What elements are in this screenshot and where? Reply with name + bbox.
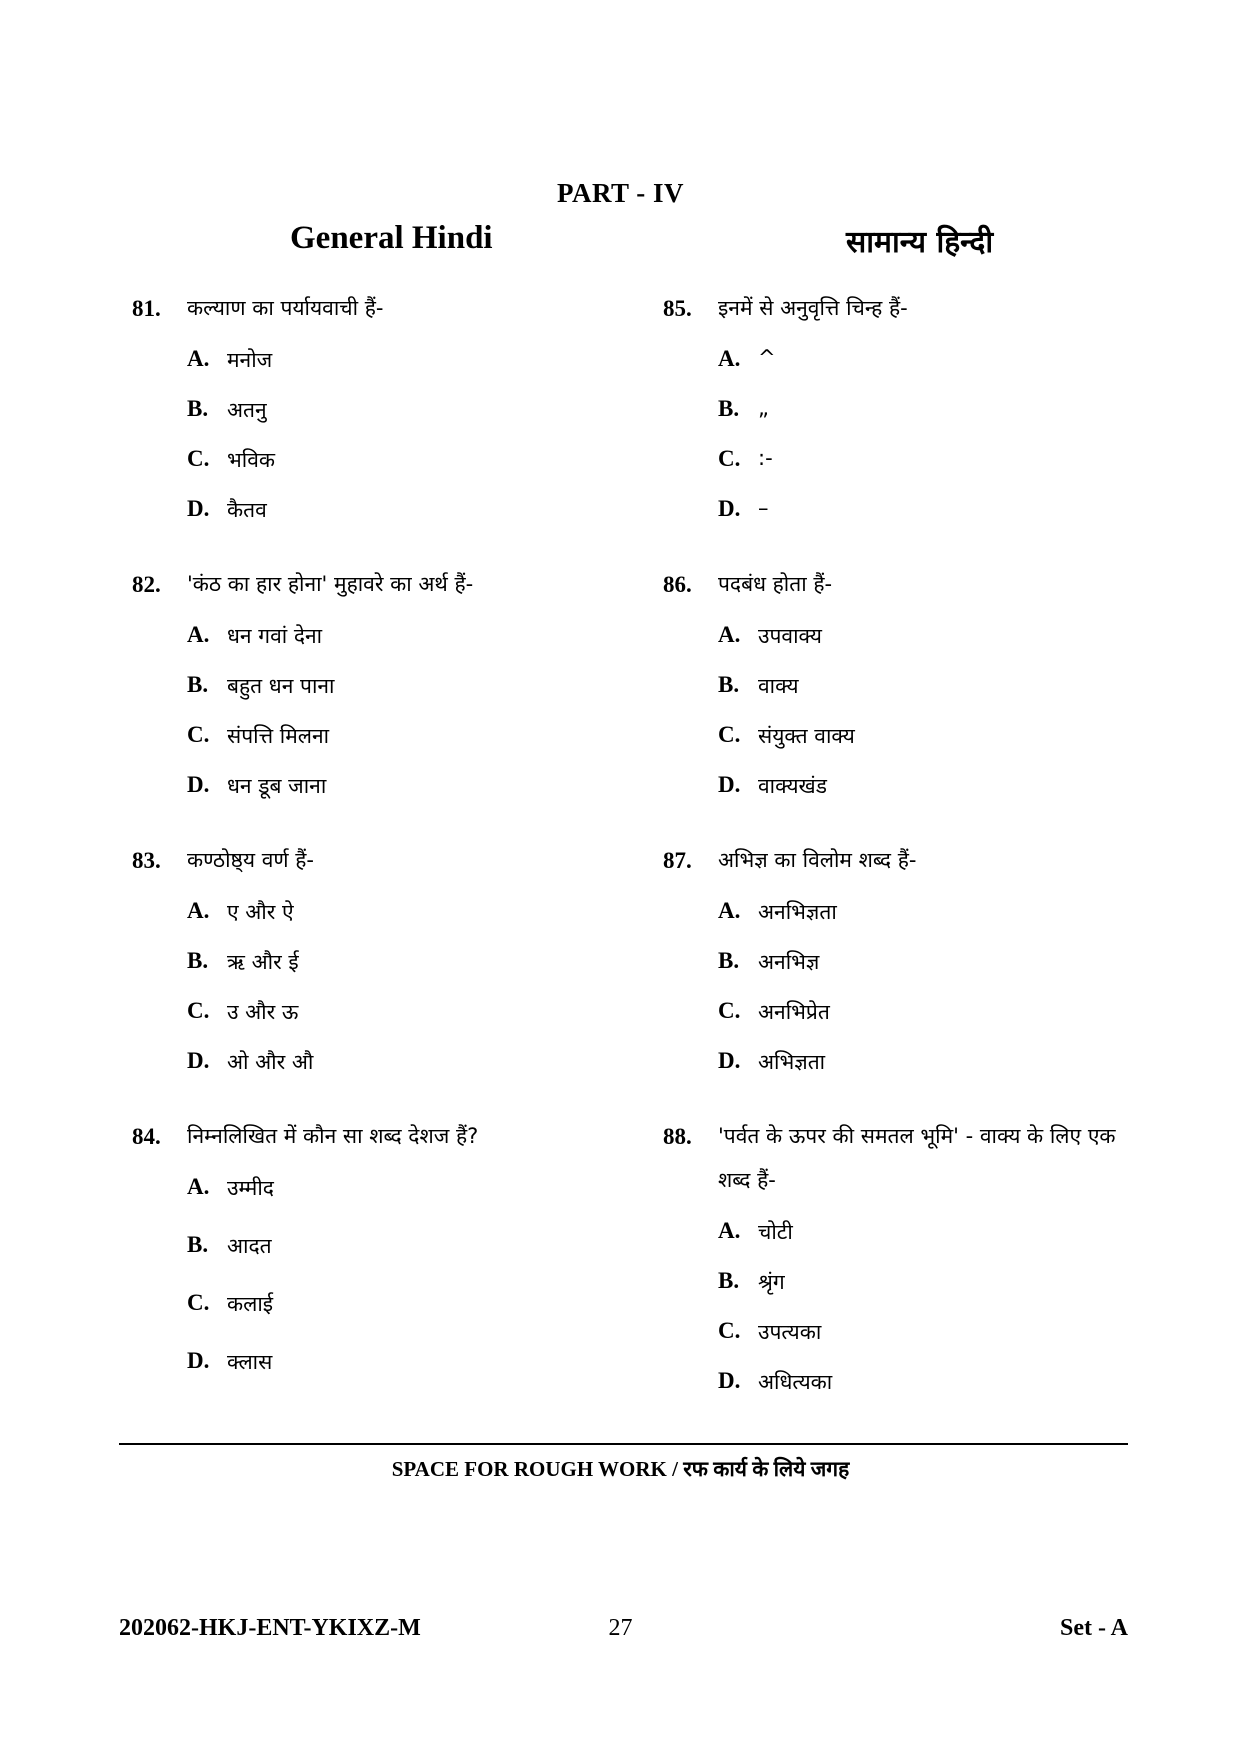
question-text: 'कंठ का हार होना' मुहावरे का अर्थ हैं- — [187, 572, 474, 596]
option-letter: C. — [718, 1318, 741, 1343]
option-c — [187, 998, 313, 1048]
option-text: अधित्यका — [758, 1370, 833, 1394]
option-text: उ और ऊ — [227, 1000, 299, 1024]
option-letter: A. — [187, 346, 210, 371]
part-title: PART - IV — [556, 178, 685, 208]
option-text: कैतव — [227, 498, 267, 522]
option-text: अतनु — [227, 398, 267, 422]
question-87 — [663, 848, 1163, 1124]
option-letter: C. — [187, 722, 210, 747]
question-81 — [132, 296, 632, 572]
question-text: पदबंध होता हैं- — [718, 572, 833, 596]
option-text: धन डूब जाना — [227, 774, 327, 798]
option-a — [187, 1174, 274, 1232]
option-a — [187, 346, 275, 396]
option-text: कलाई — [227, 1292, 274, 1316]
question-82 — [132, 572, 632, 848]
option-text: वाक्य — [758, 674, 799, 698]
option-letter: B. — [187, 1232, 209, 1257]
option-letter: C. — [718, 998, 741, 1023]
right-question-column — [663, 296, 1163, 1424]
question-86 — [663, 572, 1163, 848]
option-letter: A. — [187, 622, 210, 647]
question-number: 88. — [663, 1124, 692, 1149]
option-c — [718, 446, 776, 496]
option-text: अनभिज्ञता — [758, 900, 837, 924]
option-c — [187, 1290, 274, 1348]
option-text: ^ — [758, 346, 776, 370]
option-list — [187, 622, 335, 822]
option-list — [718, 898, 837, 1098]
option-text: वाक्यखंड — [758, 774, 827, 798]
option-letter: B. — [718, 672, 740, 697]
question-number: 84. — [132, 1124, 161, 1149]
option-text: :- — [758, 446, 773, 470]
option-letter: B. — [187, 948, 209, 973]
left-question-column — [132, 296, 632, 1424]
option-letter: B. — [718, 1268, 740, 1293]
option-c — [718, 1318, 832, 1368]
question-text: इनमें से अनुवृत्ति चिन्ह हैं- — [718, 296, 908, 320]
option-text: धन गवां देना — [227, 624, 323, 648]
option-letter: A. — [718, 622, 741, 647]
page-number: 27 — [608, 1615, 633, 1641]
question-number: 81. — [132, 296, 161, 321]
option-c — [718, 722, 855, 772]
option-text: ऋ और ई — [227, 950, 299, 974]
option-letter: B. — [718, 396, 740, 421]
option-text: आदत — [227, 1234, 272, 1258]
option-text: ए और ऐ — [227, 900, 294, 924]
option-text: भविक — [227, 448, 276, 472]
option-text: उपवाक्य — [758, 624, 822, 648]
option-b — [187, 396, 275, 446]
option-text: संपत्ति मिलना — [227, 724, 330, 748]
option-letter: D. — [718, 496, 741, 521]
option-letter: D. — [718, 1368, 741, 1393]
option-list — [187, 1174, 274, 1406]
section-title-hindi: सामान्य हिन्दी — [846, 225, 994, 260]
question-text: निम्नलिखित में कौन सा शब्द देशज हैं? — [187, 1124, 479, 1148]
option-text: मनोज — [227, 348, 273, 372]
question-number: 83. — [132, 848, 161, 873]
question-83 — [132, 848, 632, 1124]
option-b — [718, 672, 855, 722]
option-text: क्लास — [227, 1350, 273, 1374]
question-number: 86. — [663, 572, 692, 597]
option-c — [718, 998, 837, 1048]
option-text: – — [758, 496, 769, 520]
option-a — [718, 898, 837, 948]
option-letter: D. — [187, 772, 210, 797]
option-d — [718, 496, 776, 546]
option-d — [718, 772, 855, 822]
option-text: उम्मीद — [227, 1176, 274, 1200]
question-number: 82. — [132, 572, 161, 597]
option-d — [187, 772, 335, 822]
option-b — [718, 948, 837, 998]
option-list — [187, 898, 313, 1098]
option-letter: D. — [187, 1048, 210, 1073]
option-b — [187, 672, 335, 722]
question-88 — [663, 1124, 1163, 1424]
option-letter: C. — [718, 722, 741, 747]
option-text: अभिज्ञता — [758, 1050, 826, 1074]
question-number: 87. — [663, 848, 692, 873]
option-b — [187, 1232, 274, 1290]
option-a — [718, 622, 855, 672]
option-d — [187, 496, 275, 546]
option-c — [187, 446, 275, 496]
option-letter: B. — [187, 396, 209, 421]
option-a — [718, 346, 776, 396]
option-text: चोटी — [758, 1220, 793, 1244]
option-d — [718, 1048, 837, 1098]
option-letter: A. — [718, 346, 741, 371]
option-letter: B. — [187, 672, 209, 697]
option-a — [187, 898, 313, 948]
section-title-english: General Hindi — [290, 220, 493, 256]
option-text: „ — [758, 396, 769, 420]
option-list — [718, 346, 776, 546]
set-label: Set - A — [1060, 1615, 1128, 1641]
option-letter: C. — [718, 446, 741, 471]
option-letter: C. — [187, 1290, 210, 1315]
option-letter: A. — [718, 1218, 741, 1243]
option-c — [187, 722, 335, 772]
option-letter: D. — [187, 1348, 210, 1373]
option-letter: A. — [187, 1174, 210, 1199]
option-list — [718, 622, 855, 822]
option-letter: C. — [187, 446, 210, 471]
option-text: श्रृंग — [758, 1270, 785, 1294]
option-letter: D. — [718, 1048, 741, 1073]
rough-work-label: SPACE FOR ROUGH WORK / रफ कार्य के लिये जगह — [391, 1457, 850, 1481]
option-text: संयुक्त वाक्य — [758, 724, 855, 748]
option-b — [187, 948, 313, 998]
option-letter: D. — [187, 496, 210, 521]
paper-code: 202062-HKJ-ENT-YKIXZ-M — [119, 1615, 421, 1641]
option-text: ओ और औ — [227, 1050, 314, 1074]
option-d — [187, 1348, 274, 1406]
option-text: बहुत धन पाना — [227, 674, 335, 698]
option-letter: C. — [187, 998, 210, 1023]
option-a — [718, 1218, 832, 1268]
option-list — [718, 1218, 832, 1418]
option-letter: A. — [718, 898, 741, 923]
option-list — [187, 346, 275, 546]
option-a — [187, 622, 335, 672]
question-text: कल्याण का पर्यायवाची हैं- — [187, 296, 384, 320]
question-number: 85. — [663, 296, 692, 321]
question-text: कण्ठोष्ठ्य वर्ण हैं- — [187, 848, 314, 872]
option-b — [718, 396, 776, 446]
option-text: अनभिप्रेत — [758, 1000, 830, 1024]
question-text: 'पर्वत के ऊपर की समतल भूमि' - वाक्य के लिए एक शब्द हैं- — [718, 1124, 1116, 1192]
option-letter: B. — [718, 948, 740, 973]
divider-line — [119, 1443, 1128, 1445]
question-85 — [663, 296, 1163, 572]
option-text: उपत्यका — [758, 1320, 822, 1344]
option-letter: D. — [718, 772, 741, 797]
option-b — [718, 1268, 832, 1318]
question-text: अभिज्ञ का विलोम शब्द हैं- — [718, 848, 917, 872]
option-d — [718, 1368, 832, 1418]
question-84 — [132, 1124, 632, 1424]
option-text: अनभिज्ञ — [758, 950, 820, 974]
option-d — [187, 1048, 313, 1098]
option-letter: A. — [187, 898, 210, 923]
